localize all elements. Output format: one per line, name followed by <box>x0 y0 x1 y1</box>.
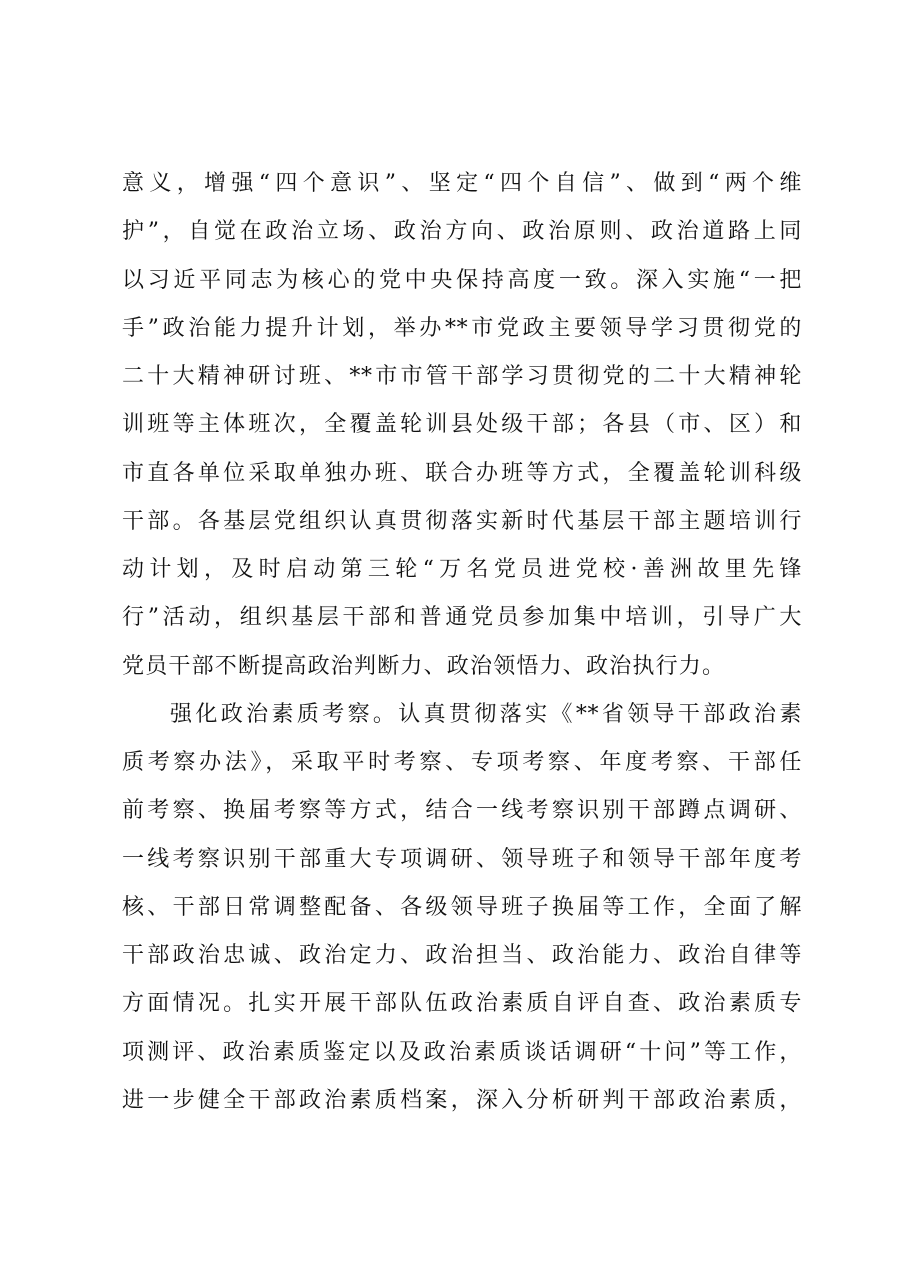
text-line: 强化政治素质考察。认真贯彻落实《**省领导干部政治素 <box>170 701 802 727</box>
text-line: 训班等主体班次，全覆盖轮训县处级干部；各县（市、区）和 <box>122 412 802 438</box>
text-line: 方面情况。扎实开展干部队伍政治素质自评自查、政治素质专 <box>122 991 802 1017</box>
text-line: 干部。各基层党组织认真贯彻落实新时代基层干部主题培训行 <box>122 508 802 534</box>
text-line: 干部政治忠诚、政治定力、政治担当、政治能力、政治自律等 <box>122 943 802 968</box>
text-line: 项测评、政治素质鉴定以及政治素质谈话调研“十问”等工作， <box>122 1039 802 1065</box>
text-line: 二十大精神研讨班、**市市管干部学习贯彻党的二十大精神轮 <box>122 364 802 389</box>
text-line: 质考察办法》，采取平时考察、专项考察、年度考察、干部任 <box>122 750 802 775</box>
document-body <box>122 160 802 1125</box>
text-line: 进一步健全干部政治素质档案，深入分析研判干部政治素质， <box>122 1087 802 1113</box>
text-line: 党员干部不断提高政治判断力、政治领悟力、政治执行力。 <box>122 653 726 679</box>
paragraph-1 <box>122 160 802 691</box>
text-line: 动计划，及时启动第三轮“万名党员进党校·善洲故里先锋 <box>122 557 802 582</box>
paragraph-2 <box>122 691 802 1125</box>
text-line: 护”，自觉在政治立场、政治方向、政治原则、政治道路上同 <box>122 219 802 245</box>
text-line: 市直各单位采取单独办班、联合办班等方式，全覆盖轮训科级 <box>122 460 802 486</box>
text-line: 前考察、换届考察等方式，结合一线考察识别干部蹲点调研、 <box>122 798 802 824</box>
text-line: 核、干部日常调整配备、各级领导班子换届等工作，全面了解 <box>122 894 802 920</box>
text-line: 手”政治能力提升计划，举办**市党政主要领导学习贯彻党的 <box>122 315 802 341</box>
text-line: 以习近平同志为核心的党中央保持高度一致。深入实施“一把 <box>122 267 802 293</box>
text-line: 一线考察识别干部重大专项调研、领导班子和领导干部年度考 <box>122 846 802 872</box>
text-line: 行”活动，组织基层干部和普通党员参加集中培训，引导广大 <box>122 605 802 631</box>
text-line: 意义，增强“四个意识”、坚定“四个自信”、做到“两个维 <box>122 171 802 196</box>
